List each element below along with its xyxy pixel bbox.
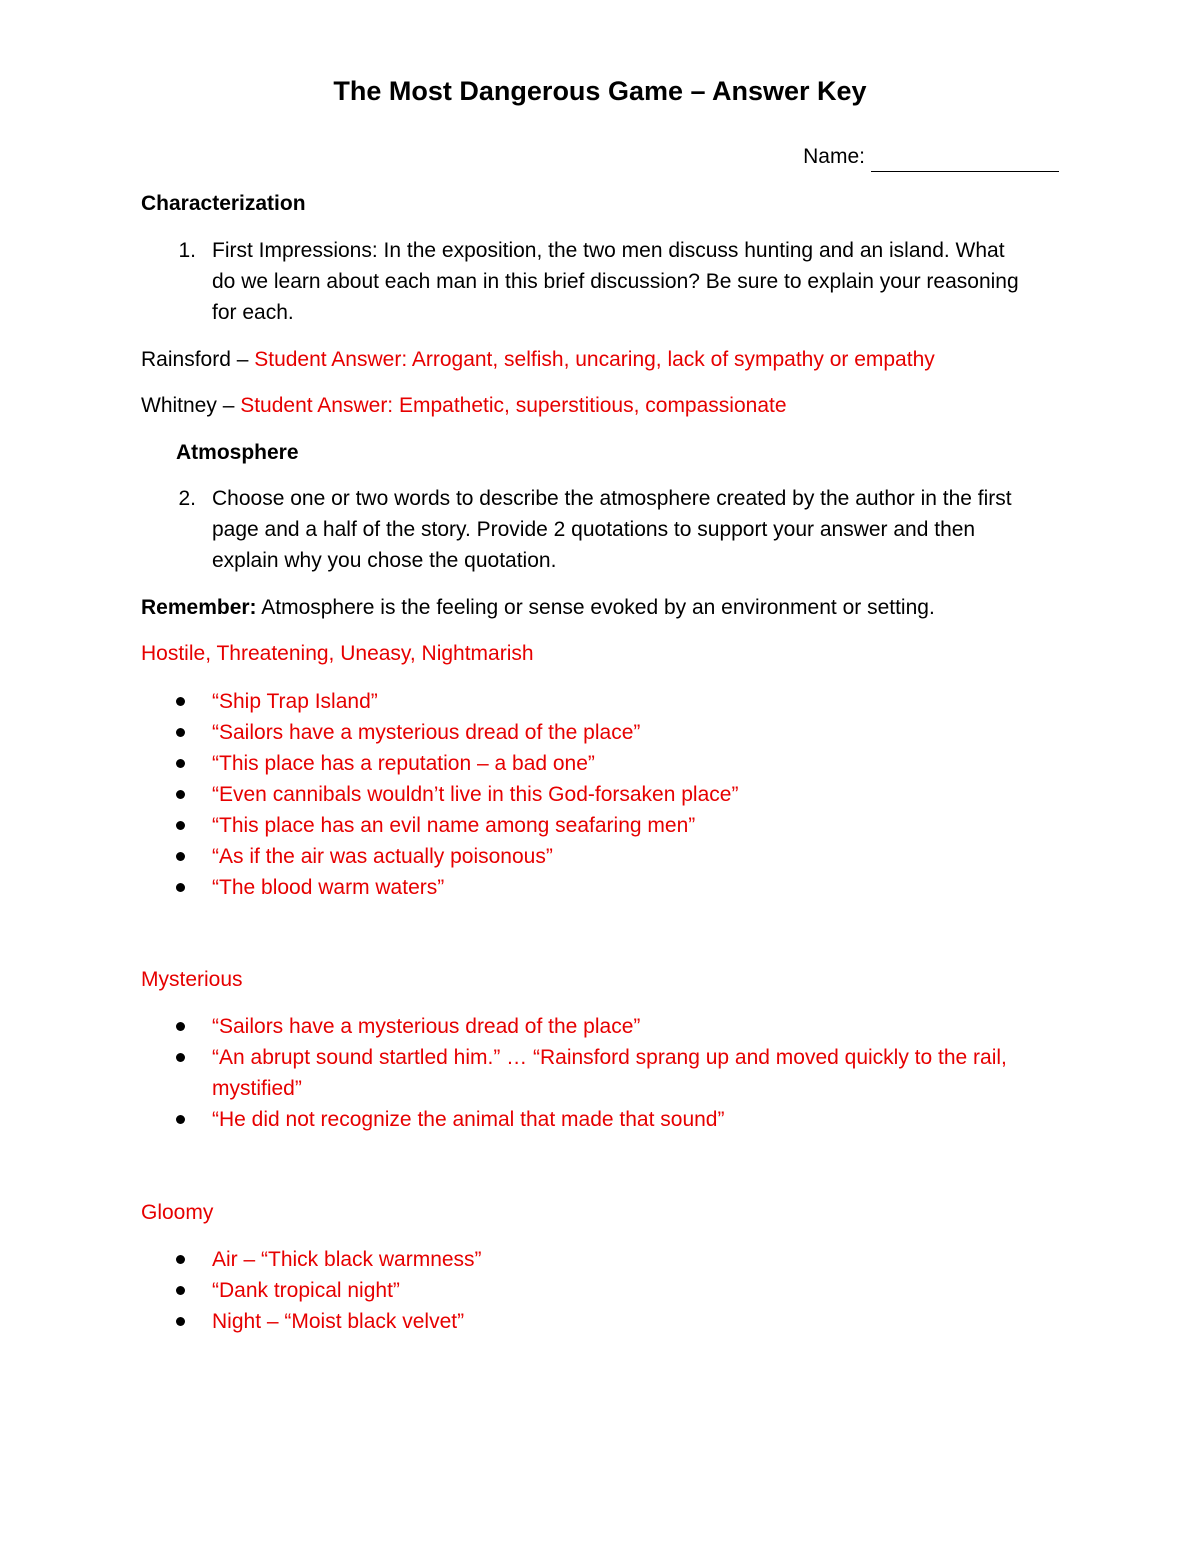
rainsford-answer-row: [141, 344, 935, 375]
question-2-number: 2.: [178, 487, 196, 510]
bullet-icon: [176, 852, 185, 861]
question-2-line: Choose one or two words to describe the atmosphere created by the author in the first: [212, 487, 1012, 510]
rainsford-answer: Student Answer: Arrogant, selfish, uncaring, lack of sympathy or empathy: [254, 348, 935, 371]
bullet-icon: [176, 1115, 185, 1124]
name-label: Name:: [803, 145, 865, 168]
question-1-line: do we learn about each man in this brief discussion? Be sure to explain your reasoning: [212, 270, 1019, 293]
answer-key-page: The Most Dangerous Game – Answer Key Name: Characterization 1. First Impressions: In the exposition, the two men discuss hunting and an island. What do we learn about each man in this brief discussion? Be sure to explain your reasoning for each. Rainsford – Student Answer: Arrogant, selfish, uncaring, lack of sympathy or empathy Whitney – Student Answer: Empathetic, superstitious, compassionate Atmosphere 2. Choose one or two words to describe the atmosphere created by the author in the first page and a half of the story. Provide 2 quotations to support your answer and then explain why you chose the quotation. Remember: Atmosphere is the feeling or sense evoked by an environment or setting. Hostile, Threatening, Uneasy, Nightmarish “Ship Trap Island” “Sailors have a mysterious dread of the place” “This place has a reputation – a bad one” “Even cannibals wouldn’t live in this God-forsaken place” “This place has an evil name among seafaring men” “As if the air was actually poisonous” “The blood warm waters” Mysterious “Sailors have a mysterious dread of the place” “An abrupt sound startled him.” … “Rainsford sprang up and moved quickly to the rail, mystified” “He did not recognize the animal that made that sound” Gloomy Air – “Thick black warmness” “Dank tropical night” Night – “Moist black velvet”: [0, 0, 1200, 1553]
bullet-icon: [176, 1317, 185, 1326]
bullet-icon: [176, 1022, 185, 1031]
whitney-label: Whitney –: [141, 394, 235, 417]
question-2-line: explain why you chose the quotation.: [212, 549, 557, 572]
whitney-answer-row: [141, 390, 787, 421]
remember-text: Atmosphere is the feeling or sense evoked by an environment or setting.: [261, 596, 935, 619]
section-heading-atmosphere: Atmosphere: [176, 441, 299, 464]
bullet-icon: [176, 1255, 185, 1264]
bullet-icon: [176, 697, 185, 706]
bullet-icon: [176, 821, 185, 830]
remember-label: Remember:: [141, 596, 257, 619]
atmosphere-heading-mysterious: Mysterious: [141, 968, 243, 991]
whitney-answer: Student Answer: Empathetic, superstitious, compassionate: [240, 394, 787, 417]
question-1-number: 1.: [178, 239, 196, 262]
rainsford-label: Rainsford –: [141, 348, 249, 371]
question-1-line: for each.: [212, 301, 294, 324]
remember-note: [141, 592, 935, 623]
question-2-line: page and a half of the story. Provide 2 quotations to support your answer and then: [212, 518, 976, 541]
question-1-line: First Impressions: In the exposition, the two men discuss hunting and an island. What: [212, 239, 1005, 262]
name-field: [803, 141, 1059, 172]
bullet-icon: [176, 1053, 185, 1062]
atmosphere-heading-hostile: Hostile, Threatening, Uneasy, Nightmarish: [141, 642, 534, 665]
section-heading-characterization: Characterization: [141, 192, 306, 215]
bullet-icon: [176, 790, 185, 799]
name-blank-line: [871, 147, 1059, 172]
atmosphere-heading-gloomy: Gloomy: [141, 1201, 214, 1224]
bullet-icon: [176, 759, 185, 768]
document-title: The Most Dangerous Game – Answer Key: [333, 76, 867, 106]
bullet-icon: [176, 728, 185, 737]
bullet-icon: [176, 1286, 185, 1295]
bullet-icon: [176, 883, 185, 892]
